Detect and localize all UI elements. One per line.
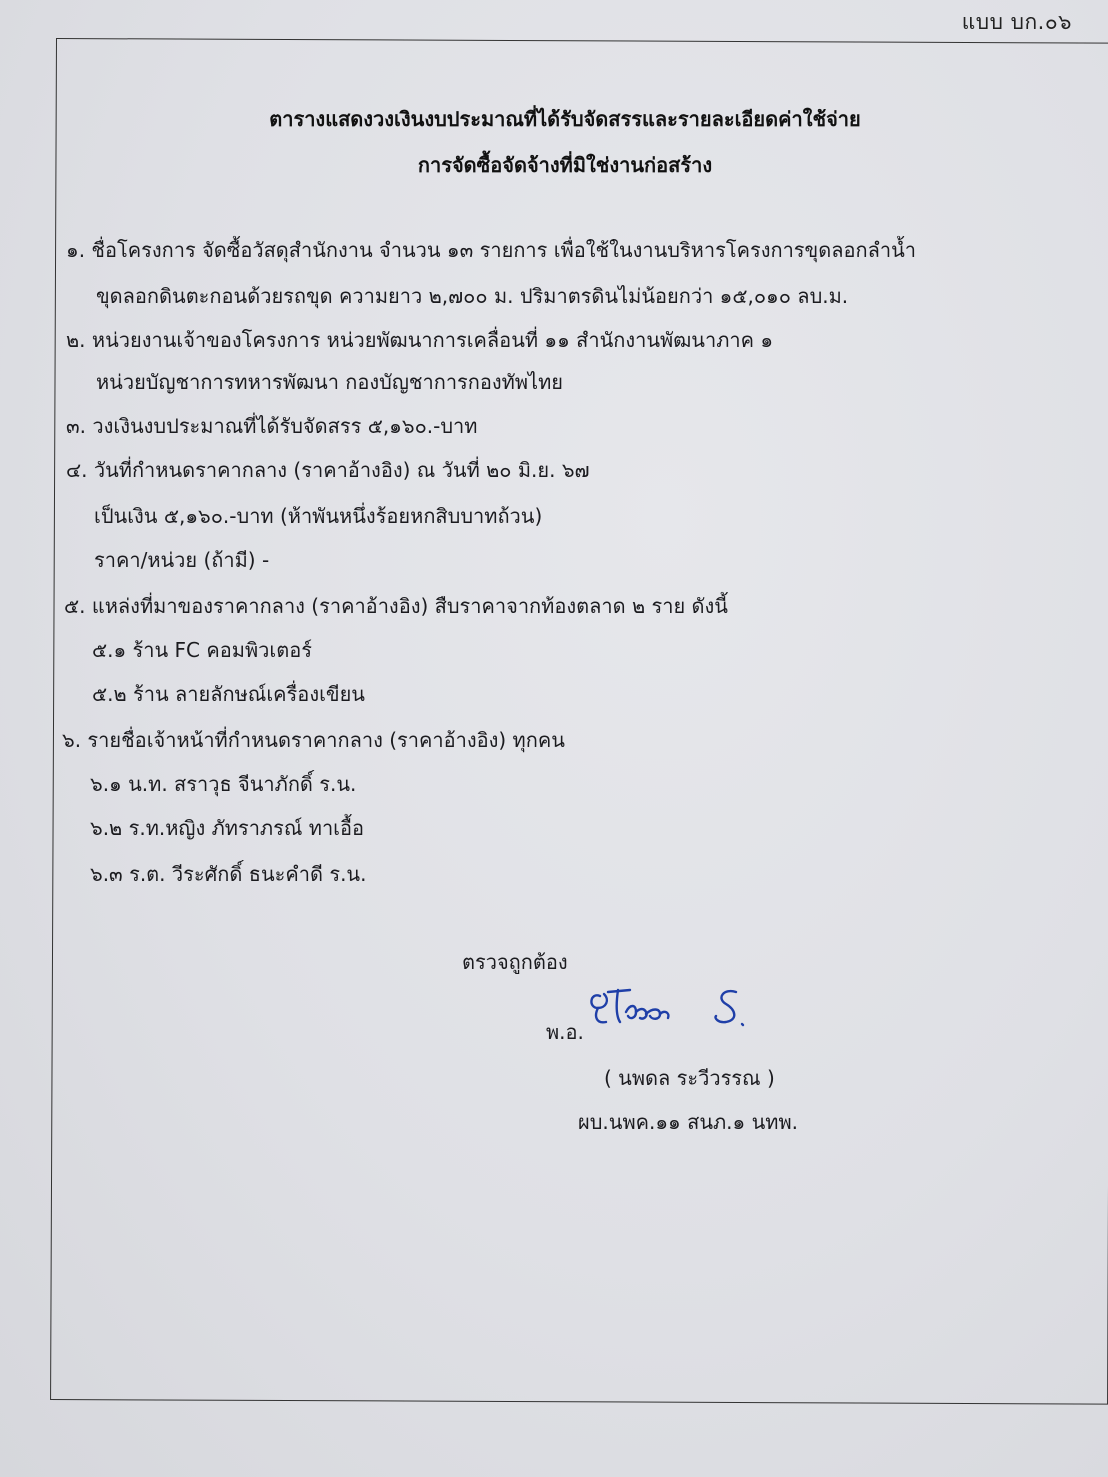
section-4-line-1: ๔. วันที่กำหนดราคากลาง (ราคาอ้างอิง) ณ วันที่ ๒๐ มิ.ย. ๖๗ (66, 458, 590, 482)
signature-image (586, 982, 756, 1044)
section-5-1: ๕.๑ ร้าน FC คอมพิวเตอร์ (92, 638, 312, 662)
section-2-line-2: หน่วยบัญชาการทหารพัฒนา กองบัญชาการกองทัพไทย (96, 370, 564, 394)
section-4-line-3: ราคา/หน่วย (ถ้ามี) - (94, 548, 270, 572)
section-5: ๕. แหล่งที่มาของราคากลาง (ราคาอ้างอิง) สืบราคาจากท้องตลาด ๒ ราย ดังนี้ (64, 594, 728, 618)
section-3: ๓. วงเงินงบประมาณที่ได้รับจัดสรร ๕,๑๖๐.-บาท (66, 414, 478, 438)
signer-rank: พ.อ. (546, 1020, 584, 1044)
document-title (60, 96, 1070, 188)
section-6-2: ๖.๒ ร.ท.หญิง ภัทราภรณ์ ทาเอื้อ (90, 816, 365, 840)
signer-name: ( นพดล ระวีวรรณ ) (604, 1066, 775, 1090)
verified-label: ตรวจถูกต้อง (462, 950, 568, 974)
section-1-line-1: ๑. ชื่อโครงการ จัดซื้อวัสดุสำนักงาน จำนวน ๑๓ รายการ เพื่อใช้ในงานบริหารโครงการขุดลอกลำน้ำ (66, 238, 916, 262)
section-5-2: ๕.๒ ร้าน ลายลักษณ์เครื่องเขียน (92, 682, 365, 706)
section-6-3: ๖.๓ ร.ต. วีระศักดิ์ ธนะคำดี ร.น. (90, 862, 367, 886)
section-2-line-1: ๒. หน่วยงานเจ้าของโครงการ หน่วยพัฒนาการเคลื่อนที่ ๑๑ สำนักงานพัฒนาภาค ๑ (66, 328, 774, 352)
section-1-line-2: ขุดลอกดินตะกอนด้วยรถขุด ความยาว ๒,๗๐๐ ม. ปริมาตรดินไม่น้อยกว่า ๑๕,๐๑๐ ลบ.ม. (96, 284, 849, 308)
section-4-line-2: เป็นเงิน ๕,๑๖๐.-บาท (ห้าพันหนึ่งร้อยหกสิบบาทถ้วน) (94, 504, 543, 528)
title-line-1: ตารางแสดงวงเงินงบประมาณที่ได้รับจัดสรรและรายละเอียดค่าใช้จ่าย (269, 107, 861, 131)
form-code: แบบ บก.๐๖ (961, 10, 1072, 34)
title-line-2: การจัดซื้อจัดจ้างที่มิใช่งานก่อสร้าง (417, 153, 713, 177)
section-6: ๖. รายชื่อเจ้าหน้าที่กำหนดราคากลาง (ราคาอ้างอิง) ทุกคน (62, 728, 565, 752)
signer-position: ผบ.นพค.๑๑ สนภ.๑ นทพ. (578, 1110, 798, 1134)
section-6-1: ๖.๑ น.ท. สราวุธ จีนาภักดิ์ ร.น. (90, 772, 357, 796)
